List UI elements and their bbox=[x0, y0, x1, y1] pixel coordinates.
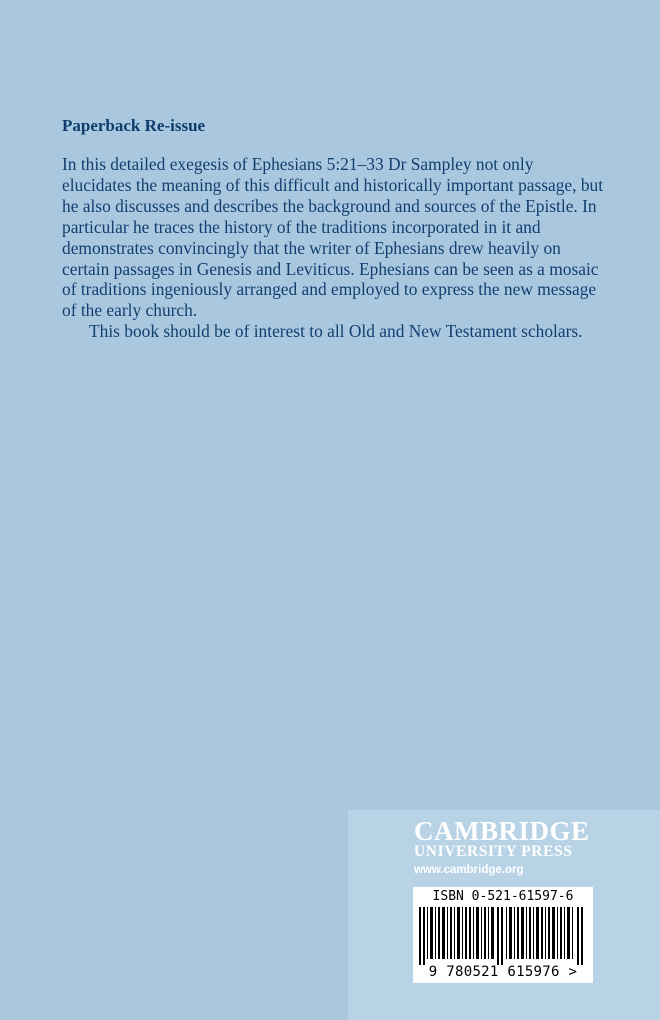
publisher-name: CAMBRIDGE bbox=[414, 816, 590, 846]
ean-digits: 9 780521 615976 > bbox=[428, 964, 578, 980]
description-paragraph-2: This book should be of interest to all Old and New Testament scholars. bbox=[89, 321, 583, 342]
publisher-subtitle: UNIVERSITY PRESS bbox=[414, 843, 573, 860]
isbn-barcode bbox=[413, 887, 593, 983]
description bbox=[62, 154, 607, 342]
isbn-label: ISBN 0-521-61597-6 bbox=[432, 889, 574, 904]
reissue-heading: Paperback Re-issue bbox=[62, 116, 206, 135]
description-paragraph-1: In this detailed exegesis of Ephesians 5:21–33 Dr Sampley not only elucidates the meaning of this difficult and historically important passage, but he also discusses and describes the background and sources of the Epistle. In particular he traces the history of the traditions incorporated in it and demonstrates convincingly that the writer of Ephesians drew heavily on certain passages in Genesis and Leviticus. Ephesians can be seen as a mosaic of traditions ingeniously arranged and employed to express the new message of the early church. bbox=[62, 154, 604, 321]
barcode-bars-icon bbox=[417, 907, 589, 965]
publisher-url: www.cambridge.org bbox=[414, 864, 524, 876]
